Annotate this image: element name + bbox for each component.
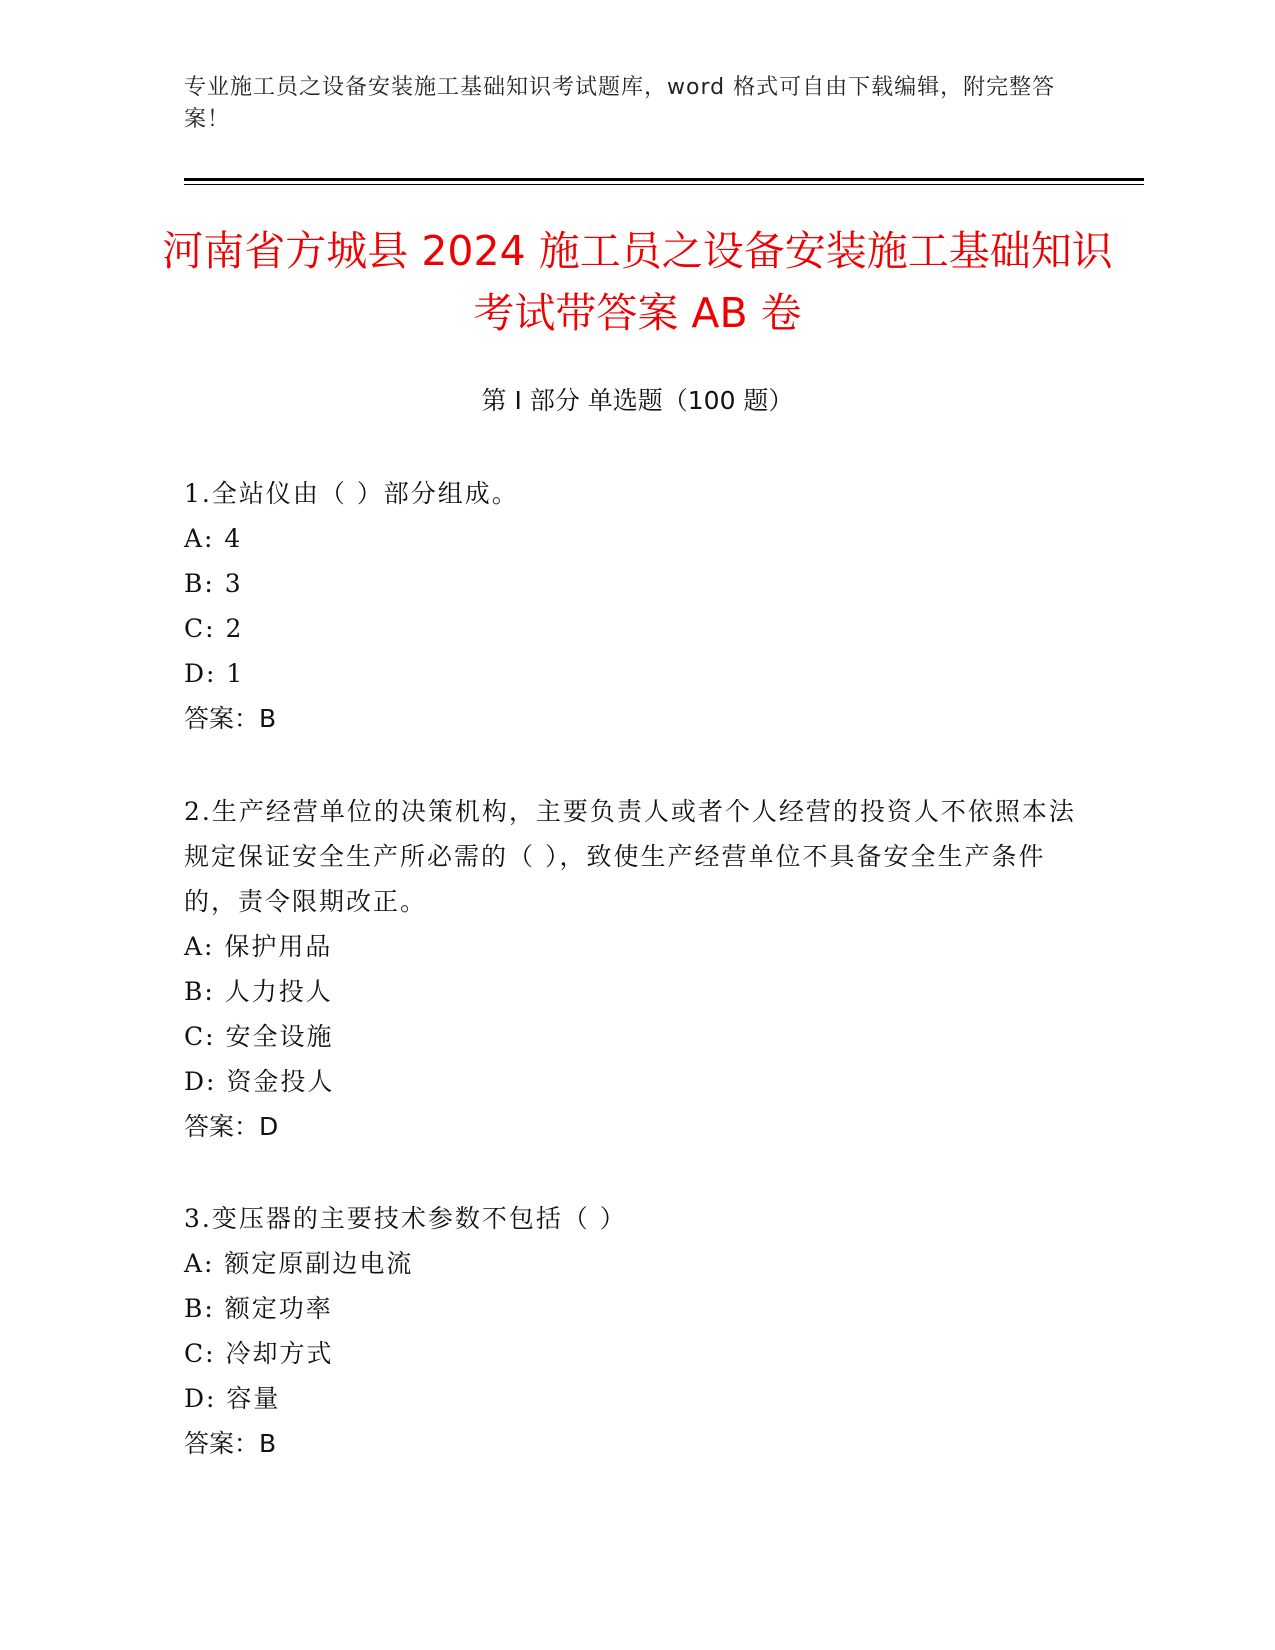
option-b: B: 人力投人 — [184, 977, 333, 1006]
option-d: D: 资金投人 — [184, 1067, 335, 1096]
answer-line: 答案：B — [184, 704, 277, 733]
option-c: C: 安全设施 — [184, 1022, 334, 1051]
answer-line: 答案：D — [184, 1112, 279, 1141]
option-b: B: 3 — [184, 569, 243, 598]
document-title: 河南省方城县 2024 施工员之设备安装施工基础知识考试带答案 AB 卷 — [162, 227, 1113, 337]
section-title: 第 I 部分 单选题（100 题） — [481, 386, 794, 415]
question-stem: 2.生产经营单位的决策机构，主要负责人或者个人经营的投资人不依照本法规定保证安全生产所必需的（ ），致使生产经营单位不具备安全生产条件的，责令限期改正。 — [184, 797, 1076, 916]
option-a: A: 保护用品 — [184, 932, 333, 961]
option-c: C: 冷却方式 — [184, 1339, 334, 1368]
option-d: D: 容量 — [184, 1384, 281, 1413]
question-block — [184, 1196, 1084, 1466]
question-stem: 3.变压器的主要技术参数不包括（ ） — [184, 1204, 627, 1233]
question-block — [184, 789, 1084, 1149]
option-c: C: 2 — [184, 614, 244, 643]
option-b: B: 额定功率 — [184, 1294, 333, 1323]
answer-line: 答案：B — [184, 1429, 277, 1458]
question-block — [184, 471, 1084, 741]
header-divider-thick — [184, 178, 1144, 181]
option-d: D: 1 — [184, 659, 245, 688]
header-note: 专业施工员之设备安装施工基础知识考试题库，word 格式可自由下载编辑，附完整答案！ — [184, 75, 1056, 132]
option-a: A: 额定原副边电流 — [184, 1249, 414, 1278]
question-stem: 1.全站仪由（ ）部分组成。 — [184, 479, 519, 508]
header-divider-thin — [184, 184, 1144, 185]
option-a: A: 4 — [184, 524, 243, 553]
